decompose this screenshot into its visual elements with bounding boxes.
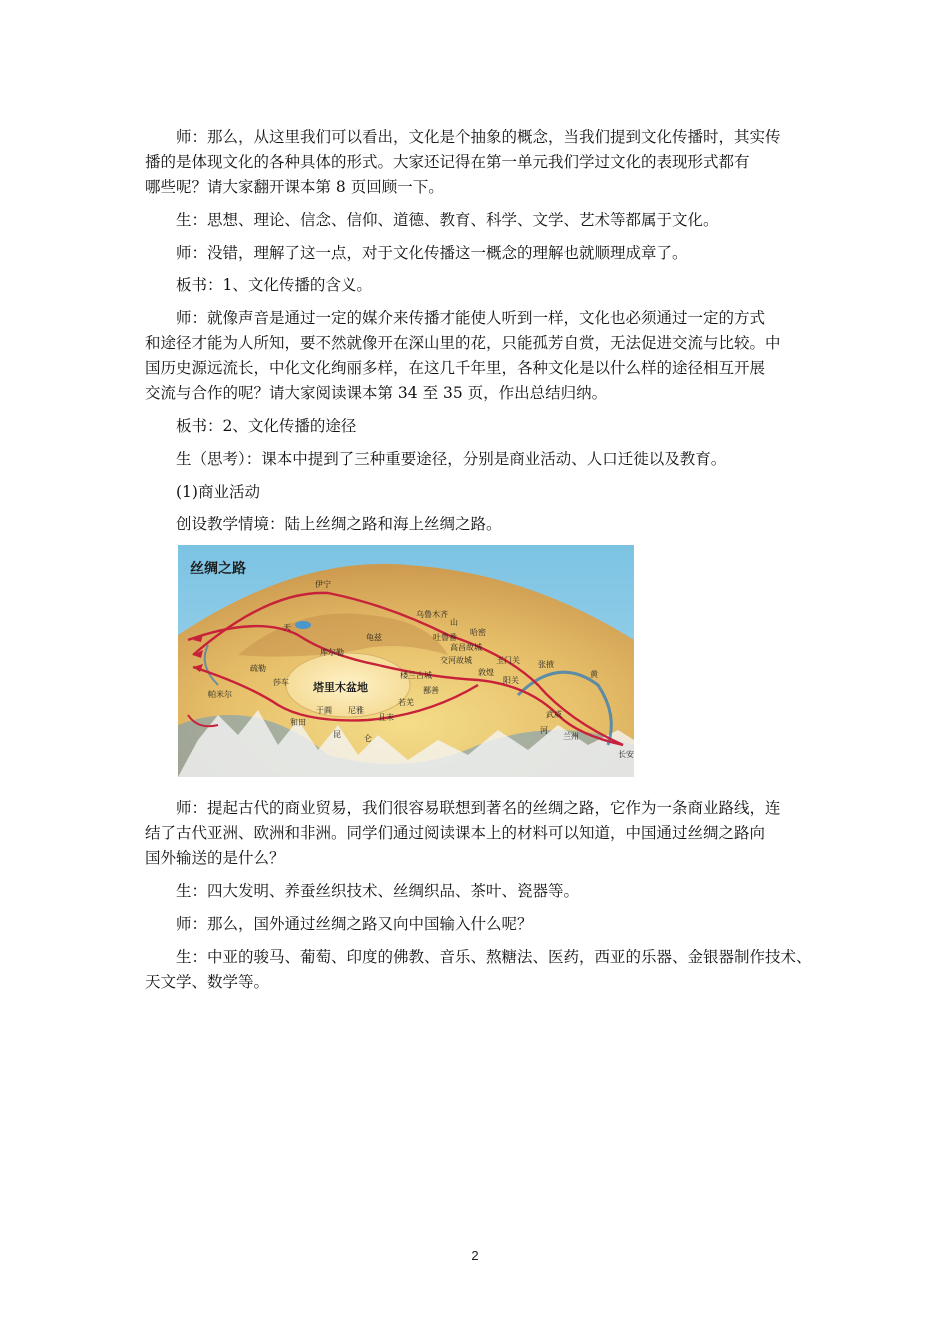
paragraph-1-line-3: 哪些呢？请大家翻开课本第 8 页回顾一下。	[145, 178, 444, 196]
map-label: 高昌故城	[450, 643, 482, 652]
map-label: 伊宁	[315, 580, 331, 589]
paragraph-5-line-2: 和途径才能为人所知，要不然就像开在深山里的花，只能孤芳自赏，无法促进交流与比较。中	[145, 334, 781, 352]
silk-road-map	[178, 545, 634, 777]
map-label: 黄	[590, 670, 598, 679]
map-label: 帕米尔	[208, 690, 232, 699]
map-label: 莎车	[273, 678, 289, 687]
map-label: 武威	[546, 710, 562, 719]
map-label: 阳关	[503, 676, 519, 685]
map-label: 鄯善	[423, 686, 439, 695]
map-label: 乌鲁木齐	[416, 610, 448, 619]
map-label: 张掖	[538, 660, 554, 669]
map-label: 玉门关	[496, 656, 520, 665]
map-label: 吐鲁番	[433, 633, 457, 642]
map-label: 河	[540, 726, 548, 735]
map-label: 天	[283, 623, 291, 632]
paragraph-10-line-3: 国外输送的是什么？	[145, 849, 285, 867]
map-label: 疏勒	[250, 664, 266, 673]
map-label: 哈密	[470, 628, 486, 637]
map-label: 敦煌	[478, 668, 494, 677]
paragraph-10-line-2: 结了古代亚洲、欧洲和非洲。同学们通过阅读课本上的材料可以知道，中国通过丝绸之路向	[145, 824, 766, 842]
board-note-1: 板书：1、文化传播的含义。	[176, 276, 372, 294]
paragraph-1-line-2: 播的是体现文化的各种具体的形式。大家还记得在第一单元我们学过文化的表现形式都有	[145, 153, 750, 171]
map-label: 于阗	[316, 706, 332, 715]
paragraph-5-line-4: 交流与合作的呢？请大家阅读课本第 34 至 35 页，作出总结归纳。	[145, 384, 608, 402]
map-title: 丝绸之路	[190, 561, 246, 577]
paragraph-10-line-1: 师：提起古代的商业贸易，我们很容易联想到著名的丝绸之路，它作为一条商业路线，连	[176, 799, 781, 817]
map-label: 兰州	[563, 732, 579, 741]
paragraph-1-line-1: 师：那么，从这里我们可以看出，文化是个抽象的概念，当我们提到文化传播时，其实传	[176, 128, 781, 146]
map-label: 龟兹	[366, 633, 382, 642]
section-heading-commerce: (1)商业活动	[176, 483, 260, 501]
board-note-2: 板书：2、文化传播的途径	[176, 417, 357, 435]
map-label: 且末	[378, 713, 394, 722]
paragraph-7-line-1: 生（思考）：课本中提到了三种重要途径，分别是商业活动、人口迁徙以及教育。	[176, 450, 727, 468]
map-label: 尼雅	[348, 706, 364, 715]
map-label: 交河故城	[440, 656, 472, 665]
paragraph-12-line-1: 师：那么，国外通过丝绸之路又向中国输入什么呢？	[176, 915, 533, 933]
map-label: 楼兰古城	[400, 671, 432, 680]
paragraph-3-line-1: 师：没错，理解了这一点，对于文化传播这一概念的理解也就顺理成章了。	[176, 244, 688, 262]
paragraph-5-line-1: 师：就像声音是通过一定的媒介来传播才能使人听到一样，文化也必须通过一定的方式	[176, 309, 766, 327]
map-label: 长安	[618, 750, 634, 759]
map-label: 山	[450, 618, 458, 627]
paragraph-2-line-1: 生：思想、理论、信念、信仰、道德、教育、科学、文学、艺术等都属于文化。	[176, 211, 719, 229]
map-label: 仑	[364, 734, 372, 743]
paragraph-13-line-2: 天文学、数学等。	[145, 973, 270, 991]
page-number: 2	[471, 1248, 479, 1263]
paragraph-11-line-1: 生：四大发明、养蚕丝织技术、丝绸织品、茶叶、瓷器等。	[176, 882, 580, 900]
map-label: 昆	[333, 730, 341, 739]
map-label: 和田	[290, 718, 306, 727]
teaching-scenario: 创设教学情境：陆上丝绸之路和海上丝绸之路。	[176, 515, 502, 533]
map-label: 若羌	[398, 698, 414, 707]
basin-label: 塔里木盆地	[313, 681, 368, 694]
paragraph-5-line-3: 国历史源远流长，中化文化绚丽多样，在这几千年里，各种文化是以什么样的途径相互开展	[145, 359, 766, 377]
paragraph-13-line-1: 生：中亚的骏马、葡萄、印度的佛教、音乐、熬糖法、医药，西亚的乐器、金银器制作技术、	[176, 948, 812, 966]
map-label: 库尔勒	[320, 648, 344, 657]
